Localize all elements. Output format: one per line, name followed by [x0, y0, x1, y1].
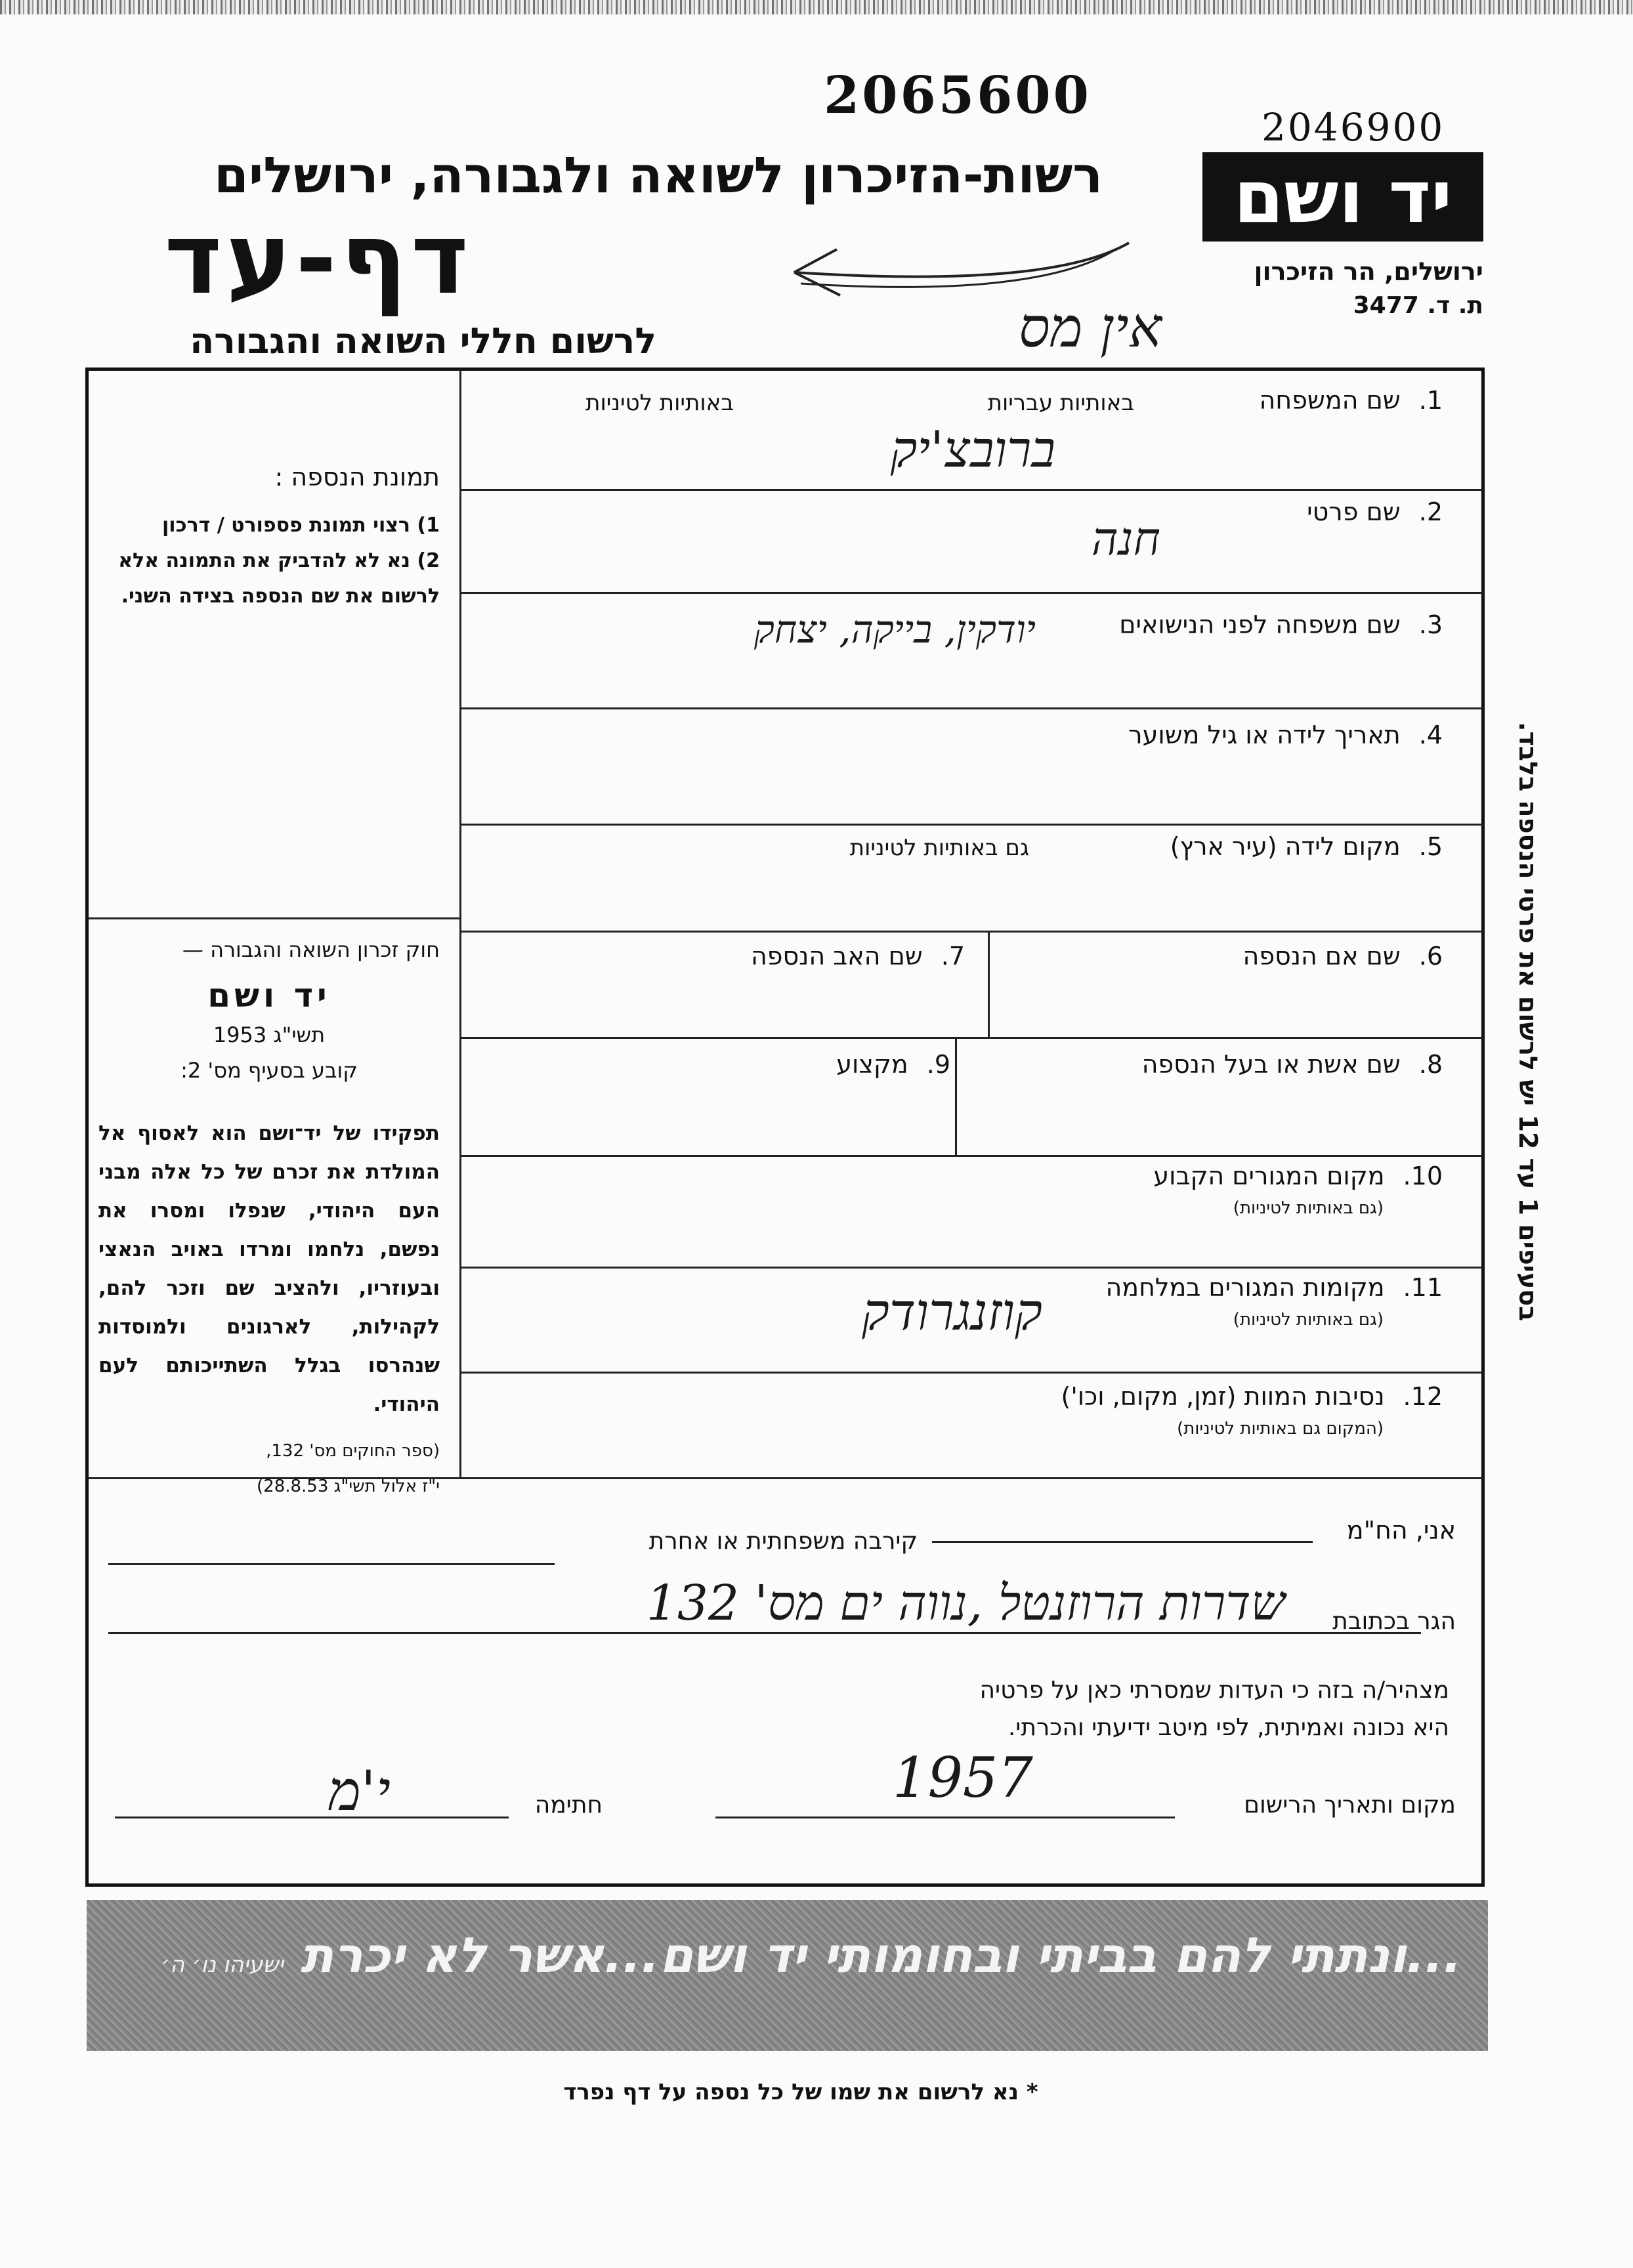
- row-divider: [459, 931, 1483, 933]
- declaration-i-am: אני, הח"מ: [1346, 1516, 1456, 1545]
- authority-name: רשות-הזיכרון לשואה ולגבורה, ירושלים: [214, 146, 1103, 204]
- column-latin: באותיות לטיניות: [585, 390, 734, 416]
- signature-value[interactable]: י'מ: [328, 1759, 391, 1823]
- handwritten-annotation: אין מס: [1018, 295, 1162, 360]
- vertical-note: בסעיפים 1 עד 12 יש לרשום את פרטי הנספה בלבד.: [1514, 722, 1542, 1322]
- po-box: ת. ד. 3477: [1353, 292, 1483, 319]
- field-12-hint: (המקום גם באותיות לטיניות): [1177, 1419, 1384, 1438]
- row-divider: [459, 707, 1483, 709]
- photo-note-1: 1) רצוי תמונת פספורט / דרכון: [161, 514, 440, 537]
- law-body: תפקידו של יד־ושם הוא לאסוף אל המולדת את זכרם של כל אלה מבני העם היהודי, שנפלו ומסרו את נפשם, נלחמו ומרדו באויב הנאצי ובעוזריו, ולהציב שם וזכר להם, לקהילות, לארגונים ולמוסדות שנהרסו בגלל השתייכותם לעם היהודי.: [98, 1122, 440, 1416]
- date-value[interactable]: 1957: [893, 1746, 1033, 1810]
- row6-divider: [988, 931, 990, 1037]
- residing-label: הגר בכתובת: [1332, 1608, 1456, 1635]
- photo-instructions: [98, 459, 440, 614]
- photo-note-2: 2) נא לא להדביק את התמונה אלא לרשום את שם הנספה בצידה השני.: [118, 549, 440, 608]
- archive-number-stamp: 2046900: [1262, 105, 1445, 150]
- row-divider: [459, 1037, 1483, 1039]
- law-excerpt: [98, 932, 440, 1504]
- yad-vashem-logo: יד ושם: [1202, 152, 1483, 242]
- address-line: [108, 1632, 1421, 1634]
- field-10-label: 10.מקום המגורים הקבוע: [1153, 1162, 1443, 1190]
- field-4-label: 4.תאריך לידה או גיל משוער: [1128, 721, 1443, 749]
- law-year: תשי"ג 1953: [213, 1022, 326, 1047]
- field-5-label: 5.מקום לידה (עיר ארץ): [1170, 832, 1443, 861]
- banner-source: ישעיהו נו׳ ה׳: [160, 1952, 284, 1978]
- field-7-label: 7.שם האב הנספה: [750, 942, 965, 971]
- law-title: חוק זכרון השואה והגבורה —: [182, 937, 440, 962]
- field-2-value[interactable]: חנה: [1091, 512, 1160, 566]
- name-line: [932, 1541, 1313, 1543]
- banner-text: ...ונתתי להם בביתי ובחומותי יד ושם...אשר לא יכרת: [300, 1927, 1462, 1984]
- place-date-line: [715, 1816, 1175, 1818]
- place-date-label: מקום ותאריך הרישום: [1244, 1792, 1456, 1818]
- law-ref-2: י"ז אלול תשי"ג 28.8.53): [257, 1477, 440, 1496]
- relation-label: קירבה משפחתית או אחרת: [648, 1528, 918, 1555]
- quote-banner: [87, 1900, 1488, 2051]
- statement-line-1: מצהיר/ה בזה כי העדות שמסרתי כאן על פרטיה: [979, 1677, 1449, 1704]
- field-5-hint: גם באותיות לטיניות: [849, 835, 1029, 861]
- address-value[interactable]: שדרות הרוזנטל ,נווה ים מס' 132: [646, 1575, 1285, 1631]
- field-12-label: 12.נסיבות המוות (זמן, מקום, וכו'): [1061, 1382, 1443, 1411]
- signature-line: [115, 1816, 509, 1818]
- side-divider: [87, 917, 459, 919]
- field-3-label: 3.שם משפחה לפני הנישואים: [1119, 610, 1443, 639]
- banner-quote: [161, 1927, 1462, 1984]
- page-title: דף-עד: [164, 202, 473, 316]
- statement-line-2: היא נכונה ואמיתית, לפי מיטב ידיעתי והכרתי.: [1007, 1714, 1449, 1741]
- law-name: יד ושם: [207, 976, 331, 1015]
- signature-label: חתימה: [534, 1792, 603, 1818]
- row-divider: [459, 1155, 1483, 1157]
- footnote: * נא לרשום את שמו של כל נספה על דף נפרד: [563, 2079, 1038, 2105]
- row-divider: [459, 824, 1483, 826]
- field-6-label: 6.שם אם הנספה: [1242, 942, 1443, 971]
- field-8-label: 8.שם אשת או בעל הנספה: [1141, 1050, 1443, 1079]
- column-hebrew: באותיות עבריות: [987, 390, 1134, 416]
- field-9-label: 9.מקצוע: [836, 1050, 950, 1079]
- relation-line: [108, 1563, 555, 1565]
- row-divider: [459, 489, 1483, 491]
- page-subtitle: לרשום חללי השואה והגבורה: [190, 320, 656, 362]
- field-3-value[interactable]: יודקין, בייקה, יצחק: [753, 607, 1036, 652]
- law-ref-1: (ספר החוקים מס' 132,: [266, 1441, 440, 1461]
- row-divider: [459, 1267, 1483, 1269]
- law-clause: קובע בסעיף מס' 2:: [180, 1058, 358, 1083]
- address-line: ירושלים, הר הזיכרון: [1254, 257, 1483, 286]
- document-number-stamp: 2065600: [824, 66, 1092, 125]
- field-1-label: 1.שם המשפחה: [1259, 386, 1443, 415]
- photo-title: תמונת הנספה :: [274, 463, 440, 492]
- row-divider: [459, 1372, 1483, 1374]
- side-column-divider: [459, 369, 461, 1477]
- field-2-label: 2.שם פרטי: [1307, 497, 1443, 526]
- field-11-label: 11.מקומות המגורים במלחמה: [1105, 1273, 1443, 1302]
- field-10-hint: (גם באותיות לטיניות): [1233, 1198, 1384, 1218]
- scan-top-edge: [0, 0, 1633, 14]
- field-1-value[interactable]: ברובצ'יק: [890, 420, 1055, 478]
- row8-divider: [955, 1037, 957, 1155]
- field-11-value[interactable]: קוזנגרודק: [862, 1283, 1042, 1342]
- field-11-hint: (גם באותיות לטיניות): [1233, 1310, 1384, 1330]
- row-divider: [459, 592, 1483, 594]
